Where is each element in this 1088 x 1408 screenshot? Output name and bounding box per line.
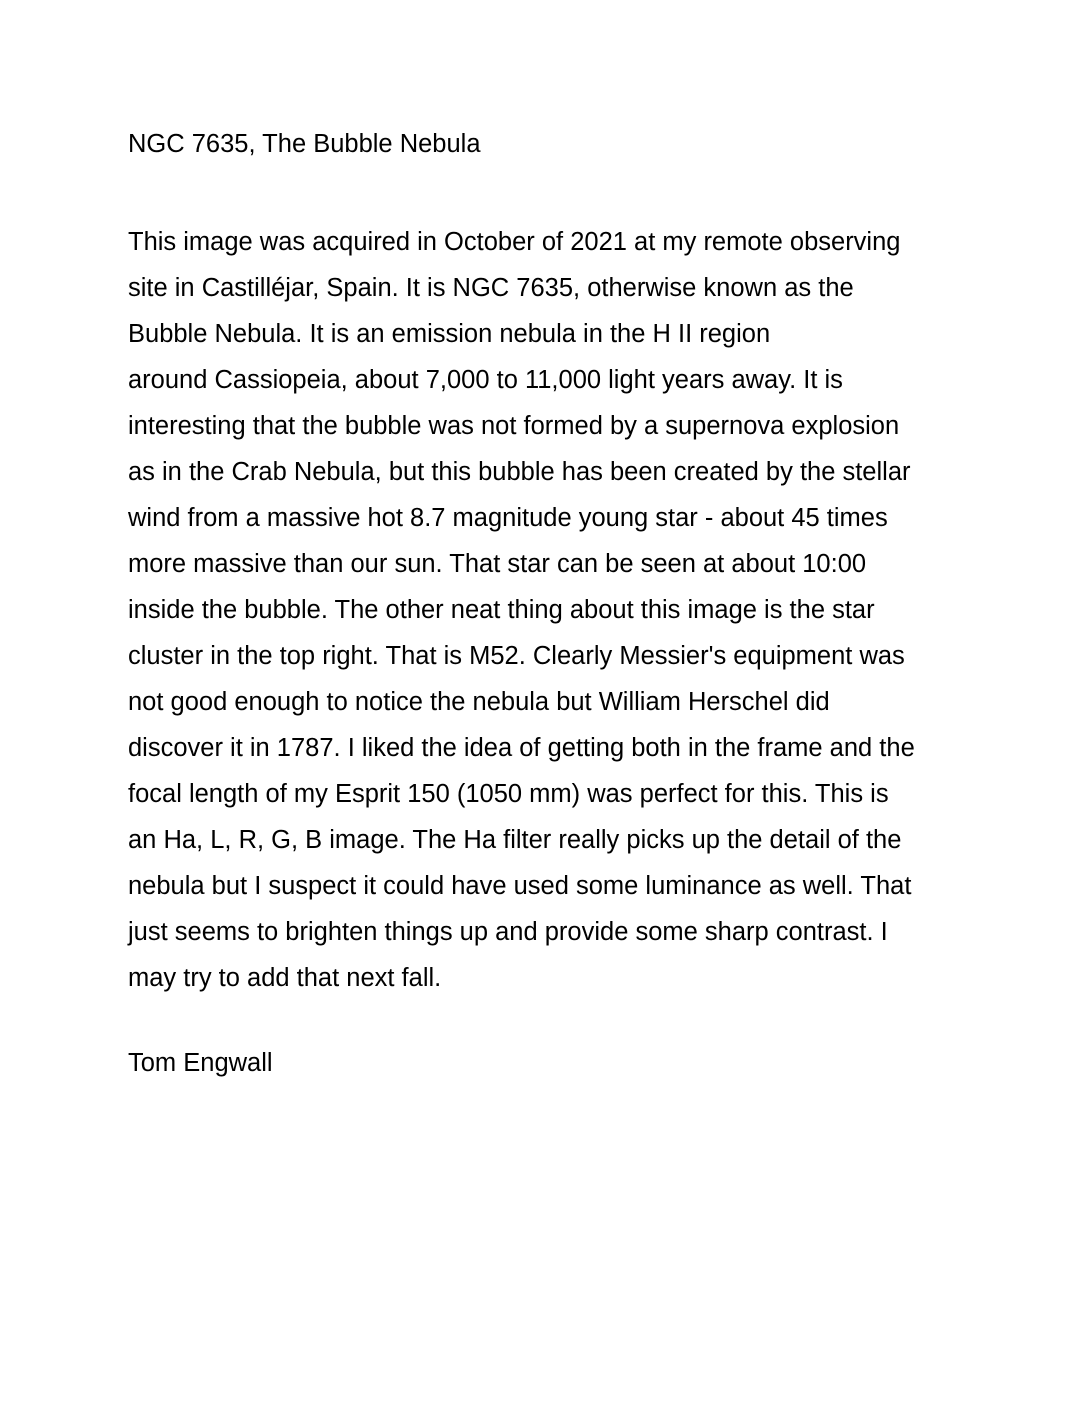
body-line: focal length of my Esprit 150 (1050 mm) was perfect for this. This is: [128, 780, 889, 808]
body-line: discover it in 1787. I liked the idea of getting both in the frame and the: [128, 734, 915, 762]
body-line: just seems to brighten things up and provide some sharp contrast. I: [128, 918, 888, 946]
body-line: not good enough to notice the nebula but William Herschel did: [128, 688, 830, 716]
body-paragraph: [128, 219, 1008, 1001]
body-line: more massive than our sun. That star can be seen at about 10:00: [128, 550, 867, 578]
body-line: as in the Crab Nebula, but this bubble has been created by the stellar: [128, 458, 911, 486]
author-signature: Tom Engwall: [128, 1049, 273, 1077]
document-title: NGC 7635, The Bubble Nebula: [128, 130, 481, 158]
body-line: may try to add that next fall.: [128, 964, 442, 992]
body-line: Bubble Nebula. It is an emission nebula in the H II region: [128, 320, 771, 348]
body-line: interesting that the bubble was not formed by a supernova explosion: [128, 412, 900, 440]
body-line: inside the bubble. The other neat thing about this image is the star: [128, 596, 875, 624]
body-line: cluster in the top right. That is M52. Clearly Messier's equipment was: [128, 642, 905, 670]
body-line: This image was acquired in October of 2021 at my remote observing: [128, 228, 901, 256]
body-line: site in Castilléjar, Spain. It is NGC 7635, otherwise known as the: [128, 274, 854, 302]
body-line: around Cassiopeia, about 7,000 to 11,000 light years away. It is: [128, 366, 843, 394]
body-line: wind from a massive hot 8.7 magnitude young star - about 45 times: [128, 504, 888, 532]
body-line: nebula but I suspect it could have used some luminance as well. That: [128, 872, 912, 900]
body-line: an Ha, L, R, G, B image. The Ha filter really picks up the detail of the: [128, 826, 902, 854]
